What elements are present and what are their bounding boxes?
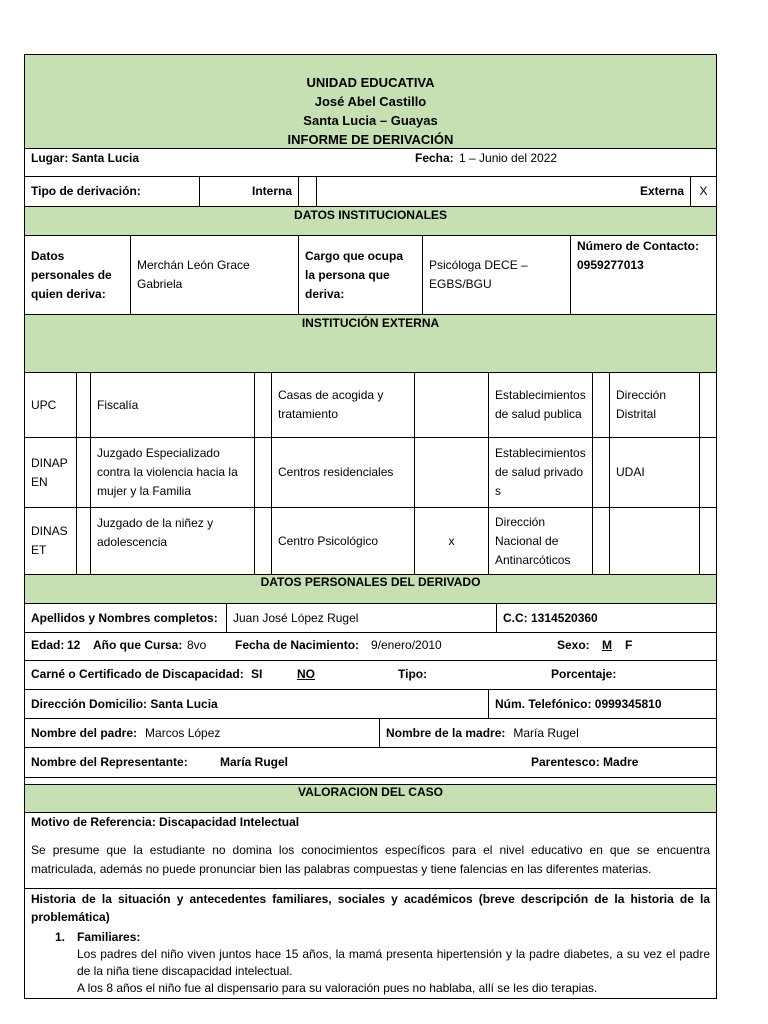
sexo-label: Sexo: bbox=[557, 638, 590, 652]
interna-checkbox[interactable] bbox=[299, 177, 317, 206]
motivo-row bbox=[24, 813, 717, 889]
inst-udai-check[interactable] bbox=[700, 438, 716, 507]
externa-checkbox[interactable]: X bbox=[699, 184, 708, 198]
inst-fiscalia-check[interactable] bbox=[255, 373, 272, 437]
edad-value: 12 bbox=[67, 638, 81, 652]
parentesco: Parentesco: Madre bbox=[531, 755, 639, 769]
contacto-value: 0959277013 bbox=[577, 258, 644, 272]
padre-value: Marcos López bbox=[145, 725, 221, 740]
tipo-label: Tipo de derivación: bbox=[25, 177, 200, 206]
inst-juzgado-ninez: Juzgado de la niñez y adolescencia bbox=[91, 508, 255, 574]
inst-antinarcoticos: Dirección Nacional de Antinarcóticos bbox=[489, 508, 593, 574]
fecha-label: Fecha: bbox=[415, 151, 454, 165]
curso-label: Año que Cursa: bbox=[93, 638, 183, 652]
porcentaje-label: Porcentaje: bbox=[551, 667, 617, 681]
lugar-fecha-row bbox=[24, 149, 717, 177]
cargo-value: Psicóloga DECE – EGBS/BGU bbox=[423, 236, 571, 314]
madre-value: María Rugel bbox=[513, 725, 579, 740]
inst-empty bbox=[610, 508, 700, 574]
carne-si: SI bbox=[251, 667, 263, 681]
school-name: José Abel Castillo bbox=[314, 94, 427, 109]
item-number: 1. bbox=[55, 930, 66, 944]
externa-label: Externa bbox=[317, 177, 691, 206]
item-text-1: Los padres del niño viven juntos hace 15 años, la mamá presenta hipertensión y la padre diabetes, a su vez el padre de la niña tiene discapacidad intelectual. bbox=[77, 947, 710, 978]
carne-label: Carné o Certificado de Discapacidad: bbox=[31, 667, 244, 681]
inst-upc: UPC bbox=[25, 373, 77, 437]
sexo-f: F bbox=[625, 638, 633, 652]
school-type: UNIDAD EDUCATIVA bbox=[306, 75, 435, 90]
inst-dinapen: DINAPEN bbox=[25, 438, 77, 507]
form-header bbox=[24, 54, 717, 149]
cedula: C.C: 1314520360 bbox=[503, 610, 598, 625]
fecha-value: 1 – Junio del 2022 bbox=[459, 151, 558, 165]
tipo-derivacion-row bbox=[24, 177, 717, 207]
school-location: Santa Lucia – Guayas bbox=[303, 113, 438, 128]
inst-centros-residenciales-check[interactable] bbox=[415, 438, 489, 507]
madre-label: Nombre de la madre: bbox=[386, 725, 506, 740]
contacto-label: Número de Contacto: bbox=[577, 239, 700, 253]
inst-centro-psicologico: Centro Psicológico bbox=[272, 508, 415, 574]
inst-dinapen-check[interactable] bbox=[77, 438, 91, 507]
inst-udai: UDAI bbox=[610, 438, 700, 507]
inst-juzgado-ninez-check[interactable] bbox=[255, 508, 272, 574]
inst-antinarcoticos-check[interactable] bbox=[593, 508, 610, 574]
inst-juzgado-violencia-check[interactable] bbox=[255, 438, 272, 507]
inst-salud-publica: Establecimientos de salud publica bbox=[489, 373, 593, 437]
datos-personales-label: Datos personales de quien deriva: bbox=[25, 236, 131, 314]
item-label: Familiares: bbox=[77, 930, 141, 944]
datos-institucionales-title: DATOS INSTITUCIONALES bbox=[294, 208, 447, 222]
nacimiento-label: Fecha de Nacimiento: bbox=[235, 638, 360, 652]
historia-title: Historia de la situación y antecedentes familiares, sociales y académicos (breve descripción de la historia de la problemática) bbox=[31, 892, 710, 924]
inst-dinaset-check[interactable] bbox=[77, 508, 91, 574]
institucion-row-2 bbox=[24, 438, 717, 508]
sexo-m: M bbox=[602, 638, 612, 652]
nombres-value: Juan José López Rugel bbox=[227, 604, 497, 632]
report-title: INFORME DE DERIVACIÓN bbox=[287, 132, 454, 147]
inst-empty-check[interactable] bbox=[700, 508, 716, 574]
institucion-row-3 bbox=[24, 508, 717, 575]
quien-deriva-name: Merchán León Grace Gabriela bbox=[131, 236, 299, 314]
inst-casas-acogida: Casas de acogida y tratamiento bbox=[272, 373, 415, 437]
motivo: Motivo de Referencia: Discapacidad Intelectual bbox=[31, 815, 300, 829]
inst-casas-acogida-check[interactable] bbox=[415, 373, 489, 437]
inst-direccion-distrital: Dirección Distrital bbox=[610, 373, 700, 437]
nombres-label: Apellidos y Nombres completos: bbox=[25, 604, 227, 632]
inst-fiscalia: Fiscalía bbox=[91, 373, 255, 437]
padre-label: Nombre del padre: bbox=[31, 725, 138, 740]
institucion-row-1 bbox=[24, 373, 717, 438]
motivo-text: Se presume que la estudiante no domina los conocimientos específicos para el nivel educativo en que se encuentra matriculada, además no puede pronunciar bien las palabras compuestas y tiene falencias en las diferentes materias. bbox=[31, 843, 710, 876]
representante-row bbox=[24, 748, 717, 778]
edad-row bbox=[24, 633, 717, 661]
representante-value: María Rugel bbox=[220, 755, 289, 769]
datos-institucionales-header bbox=[24, 207, 717, 236]
institucion-externa-header bbox=[24, 315, 717, 373]
inst-upc-check[interactable] bbox=[77, 373, 91, 437]
padres-row bbox=[24, 719, 717, 748]
institucion-externa-title: INSTITUCIÓN EXTERNA bbox=[301, 316, 440, 330]
datos-personales-header bbox=[24, 575, 717, 604]
inst-direccion-distrital-check[interactable] bbox=[700, 373, 716, 437]
contacto-cell bbox=[571, 236, 716, 314]
valoracion-header bbox=[24, 784, 717, 813]
valoracion-title: VALORACION DEL CASO bbox=[298, 785, 443, 799]
lugar: Lugar: Santa Lucia bbox=[31, 151, 140, 165]
edad-label: Edad: bbox=[31, 638, 65, 652]
inst-salud-privados-check[interactable] bbox=[593, 438, 610, 507]
padre-cell bbox=[25, 719, 380, 747]
representante-label: Nombre del Representante: bbox=[31, 755, 188, 769]
datos-personales-title: DATOS PERSONALES DEL DERIVADO bbox=[260, 575, 481, 589]
historia-row bbox=[24, 889, 717, 999]
cargo-label: Cargo que ocupa la persona que deriva: bbox=[299, 236, 423, 314]
inst-salud-publica-check[interactable] bbox=[593, 373, 610, 437]
direccion: Dirección Domicilio: Santa Lucia bbox=[25, 690, 489, 718]
interna-label: Interna bbox=[200, 177, 299, 206]
inst-centro-psicologico-check[interactable]: x bbox=[415, 508, 489, 574]
carne-no: NO bbox=[297, 667, 315, 681]
telefono: Núm. Telefónico: 0999345810 bbox=[495, 696, 662, 711]
inst-centros-residenciales: Centros residenciales bbox=[272, 438, 415, 507]
madre-cell bbox=[380, 719, 716, 747]
inst-salud-privados: Establecimientos de salud privados bbox=[489, 438, 593, 507]
item-text-2: A los 8 años el niño fue al dispensario para su valoración pues no hablaba, allí se les dio terapias. bbox=[77, 981, 598, 995]
nombres-row bbox=[24, 604, 717, 633]
carne-row bbox=[24, 661, 717, 690]
inst-dinaset: DINASET bbox=[25, 508, 77, 574]
datos-institucionales-row bbox=[24, 236, 717, 315]
inst-juzgado-violencia: Juzgado Especializado contra la violencia hacia la mujer y la Familia bbox=[91, 438, 255, 507]
tipo-discapacidad-label: Tipo: bbox=[398, 667, 428, 681]
curso-value: 8vo bbox=[187, 638, 207, 652]
nacimiento-value: 9/enero/2010 bbox=[371, 638, 442, 652]
direccion-row bbox=[24, 690, 717, 719]
